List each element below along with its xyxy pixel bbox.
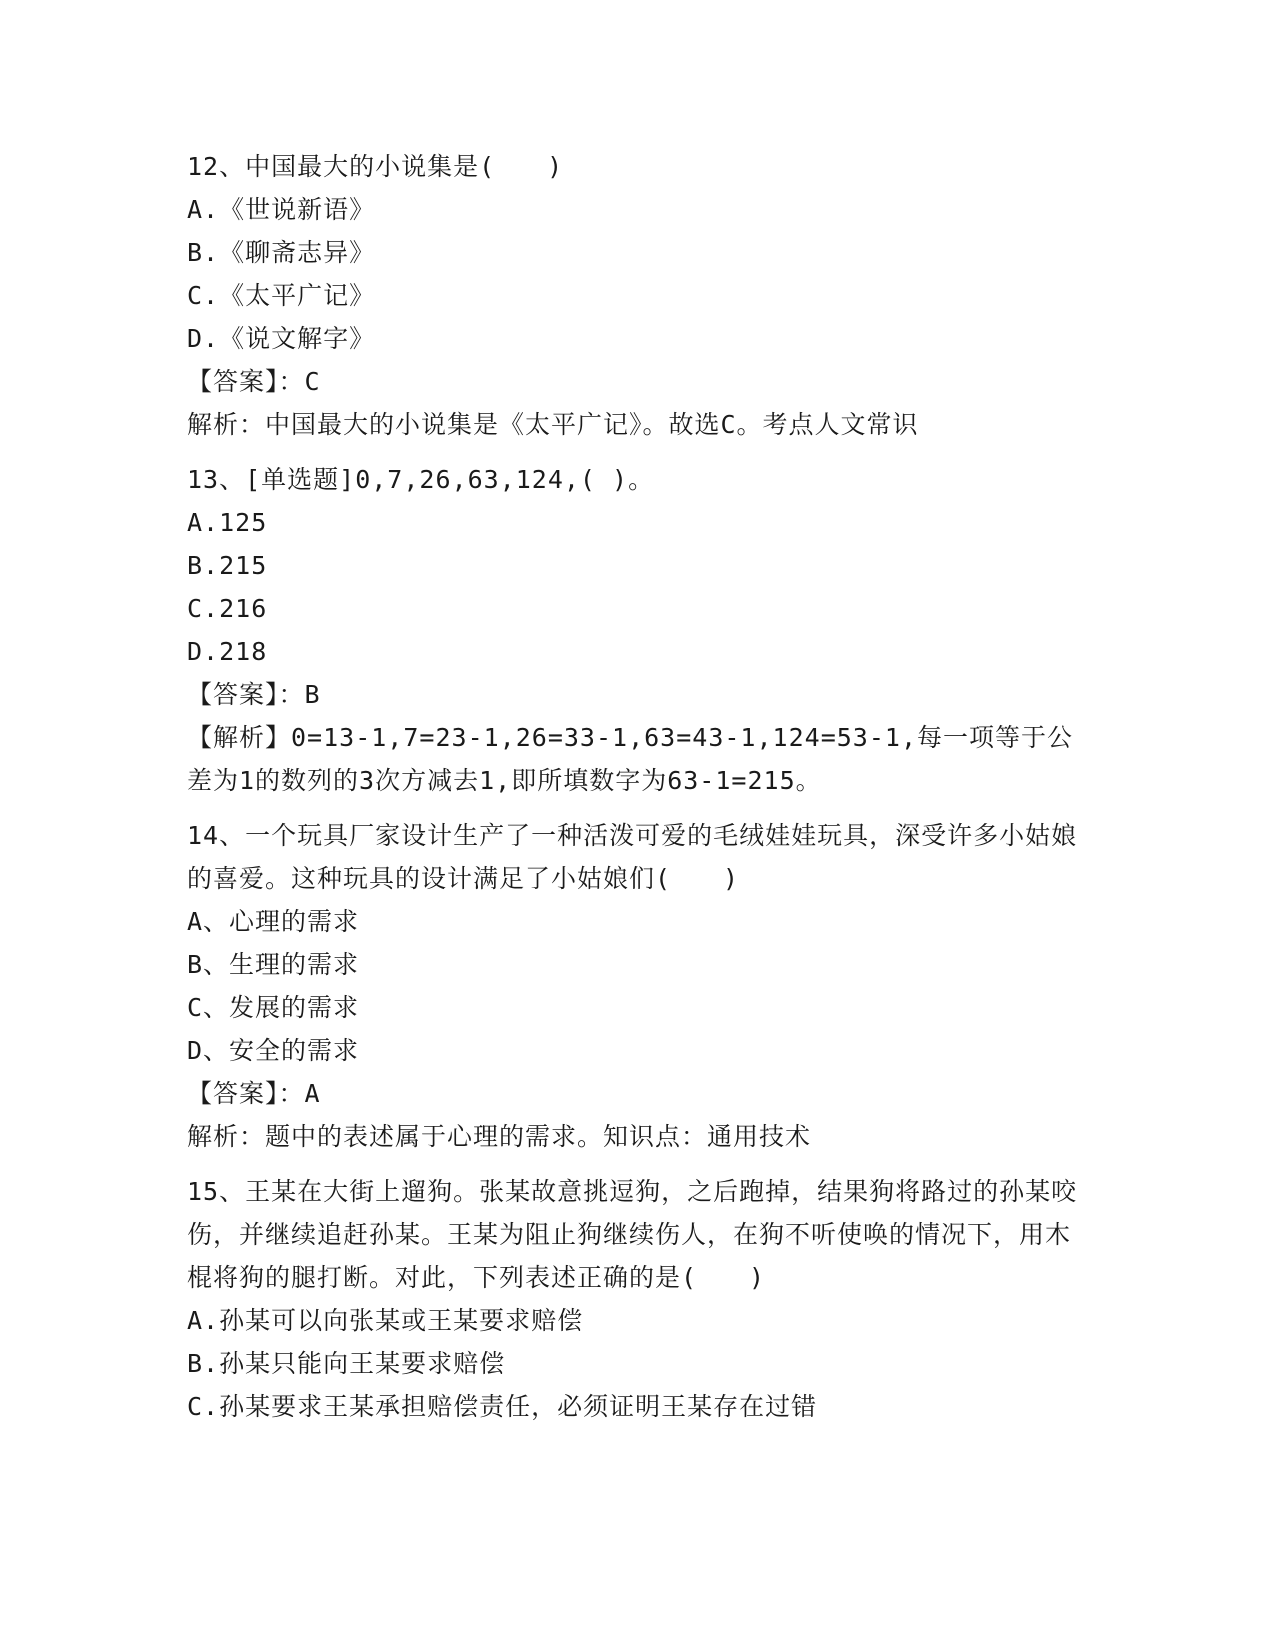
analysis: 解析：中国最大的小说集是《太平广记》。故选C。考点人文常识 (187, 410, 919, 439)
question-stem: 14、一个玩具厂家设计生产了一种活泼可爱的毛绒娃娃玩具，深受许多小姑娘的喜爱。这种玩具的设计满足了小姑娘们( ) (187, 821, 1078, 893)
option-b: B.215 (187, 551, 268, 580)
option-a: A.孙某可以向张某或王某要求赔偿 (187, 1306, 584, 1335)
option-c: C.216 (187, 594, 268, 623)
analysis: 解析：题中的表述属于心理的需求。知识点：通用技术 (187, 1122, 812, 1151)
option-b: B、生理的需求 (187, 950, 360, 979)
option-c: C、发展的需求 (187, 993, 360, 1022)
question-list (187, 145, 1087, 1428)
analysis: 【解析】0=13-1,7=23-1,26=33-1,63=43-1,124=53-1,每一项等于公差为1的数列的3次方减去1,即所填数字为63-1=215。 (187, 723, 1074, 795)
question-stem: 12、中国最大的小说集是( ) (187, 152, 564, 181)
answer: 【答案】：A (187, 1079, 321, 1108)
option-d: D.218 (187, 637, 268, 666)
option-d: D.《说文解字》 (187, 324, 376, 353)
option-a: A.125 (187, 508, 268, 537)
option-b: B.孙某只能向王某要求赔偿 (187, 1349, 506, 1378)
question-stem: 15、王某在大街上遛狗。张某故意挑逗狗，之后跑掉，结果狗将路过的孙某咬伤，并继续追赶孙某。王某为阻止狗继续伤人，在狗不听使唤的情况下，用木棍将狗的腿打断。对此，下列表述正确的是( ) (187, 1177, 1078, 1292)
question-12 (187, 145, 1087, 446)
question-15 (187, 1170, 1087, 1428)
option-a: A.《世说新语》 (187, 195, 376, 224)
question-13 (187, 458, 1087, 802)
option-b: B.《聊斋志异》 (187, 238, 376, 267)
option-c: C.孙某要求王某承担赔偿责任，必须证明王某存在过错 (187, 1392, 818, 1421)
option-c: C.《太平广记》 (187, 281, 376, 310)
question-stem: 13、[单选题]0,7,26,63,124,( )。 (187, 465, 655, 494)
answer: 【答案】：B (187, 680, 321, 709)
option-a: A、心理的需求 (187, 907, 360, 936)
option-d: D、安全的需求 (187, 1036, 360, 1065)
question-14 (187, 814, 1087, 1158)
answer: 【答案】：C (187, 367, 321, 396)
